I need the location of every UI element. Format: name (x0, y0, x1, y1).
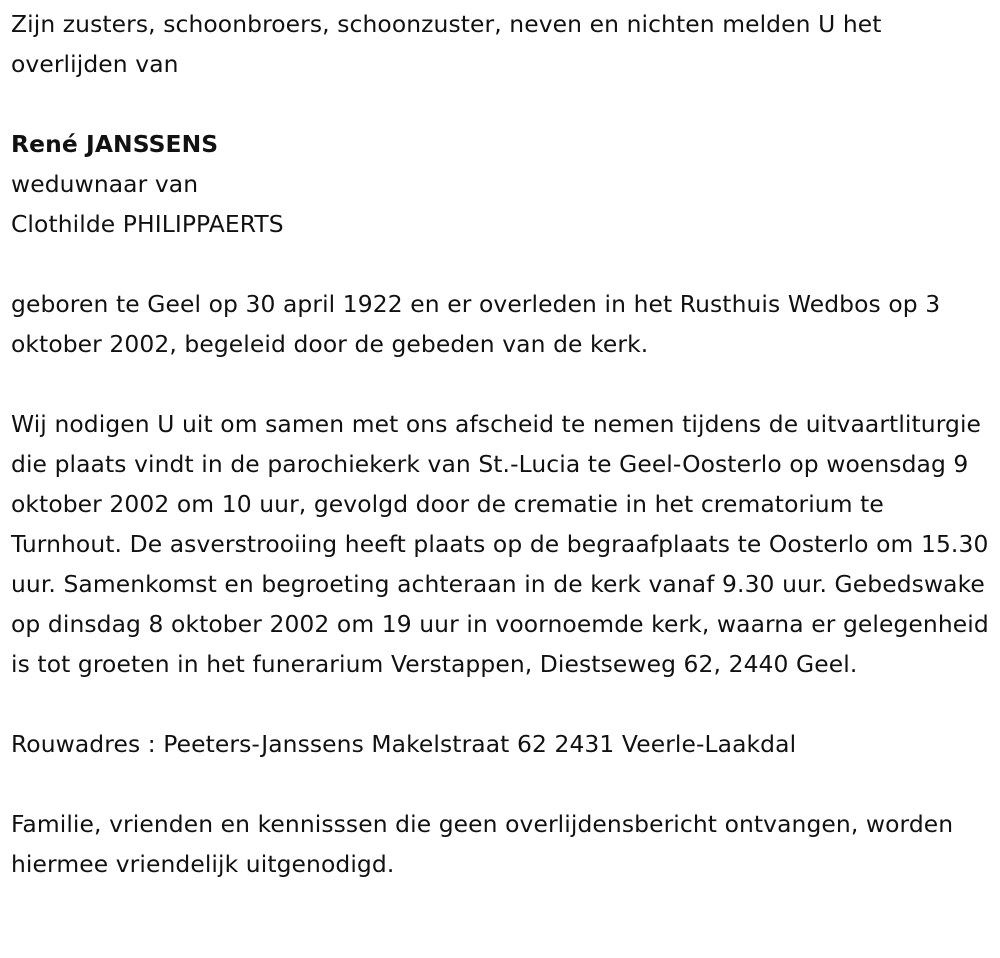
spacer (11, 764, 996, 804)
spacer (11, 684, 996, 724)
spacer (11, 364, 996, 404)
spacer (11, 84, 996, 124)
invitation-text: Wij nodigen U uit om samen met ons afscheid te nemen tijdens de uitvaartliturgie die plaats vindt in de parochiekerk van St.-Lucia te Geel-Oosterlo op woensdag 9 oktober 2002 om 10 uur, gevolgd door de crematie in het crematorium te Turnhout. De asverstrooiing heeft plaats op de begraafplaats te Oosterlo om 15.30 uur. Samenkomst en begroeting achteraan in de kerk vanaf 9.30 uur. Gebedswake op dinsdag 8 oktober 2002 om 19 uur in voornoemde kerk, waarna er gelegenheid is tot groeten in het funerarium Verstappen, Diestseweg 62, 2440 Geel. (11, 410, 989, 678)
spouse-name: Clothilde PHILIPPAERTS (11, 210, 284, 238)
mourning-address: Rouwadres : Peeters-Janssens Makelstraat 62 2431 Veerle-Laakdal (11, 730, 797, 758)
intro-text: Zijn zusters, schoonbroers, schoonzuster, neven en nichten melden U het overlijden van (11, 10, 882, 78)
birth-death-text: geboren te Geel op 30 april 1922 en er overleden in het Rusthuis Wedbos op 3 oktober 2002, begeleid door de gebeden van de kerk. (11, 290, 941, 358)
obituary-notice (11, 4, 996, 884)
closing-text: Familie, vrienden en kennisssen die geen overlijdensbericht ontvangen, worden hiermee vriendelijk uitgenodigd. (11, 810, 954, 878)
relation-text: weduwnaar van (11, 170, 199, 198)
deceased-name: René JANSSENS (11, 130, 219, 158)
spacer (11, 244, 996, 284)
